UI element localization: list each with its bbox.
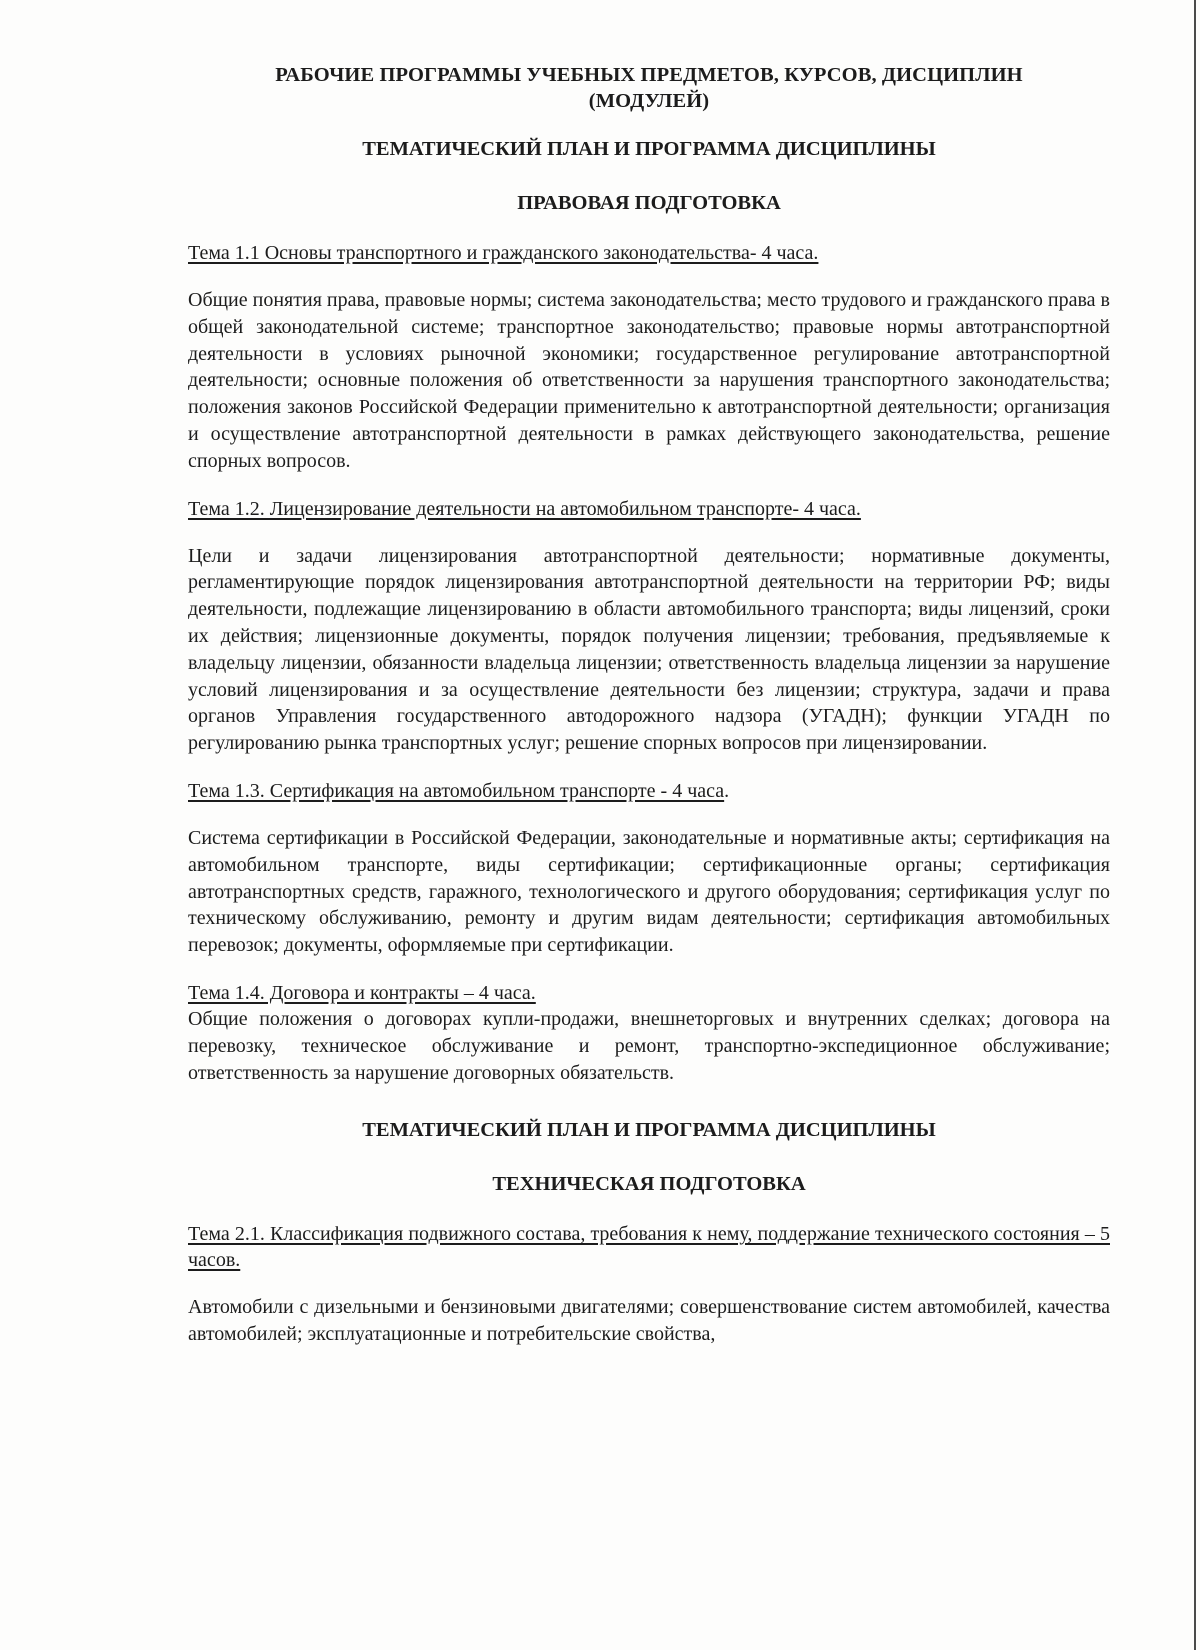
topic-heading-suffix: . — [724, 779, 730, 802]
topic-heading — [188, 778, 1110, 804]
topic-heading — [188, 496, 1110, 522]
topic-body: Система сертификации в Российской Федерации, законодательные и нормативные акты; сертификация на автомобильном транспорте, виды сертификации; сертификационные органы; сертификация автотранспортных средств, гаражного, технологического и другого оборудования; сертификация услуг по техническому обслуживанию, ремонту и другим видам деятельности; сертификация автомобильных перевозок; документы, оформляемые при сертификации. — [188, 826, 1110, 957]
section-plan-title: ТЕМАТИЧЕСКИЙ ПЛАН И ПРОГРАММА ДИСЦИПЛИНЫ — [362, 1119, 936, 1142]
topic-body: Цели и задачи лицензирования автотранспортной деятельности; нормативные документы, регламентирующие порядок лицензирования автотранспортной деятельности на территории РФ; виды деятельности, подлежащие лицензированию в области автомобильного транспорта; виды лицензий, сроки их действия; лицензионные документы, порядок получения лицензии; требования, предъявляемые к владельцу лицензии, обязанности владельца лицензии; ответственность владельца лицензии за нарушение условий лицензирования и за осуществление деятельности без лицензии; структура, задачи и права органов Управления государственного автодорожного надзора (УГАДН); функции УГАДН по регулированию рынка транспортных услуг; решение спорных вопросов при лицензировании. — [188, 544, 1110, 755]
topic-heading-text: Тема 1.4. Договора и контракты – 4 часа. — [188, 981, 536, 1004]
section-plan-title: ТЕМАТИЧЕСКИЙ ПЛАН И ПРОГРАММА ДИСЦИПЛИНЫ — [362, 138, 936, 160]
topic-body: Общие положения о договорах купли-продажи, внешнеторговых и внутренних сделках; договора на перевозку, техническое обслуживание и ремонт, транспортно-экспедиционное обслуживание; ответственность за нарушение договорных обязательств. — [188, 1007, 1110, 1084]
topic-body: Автомобили с дизельными и бензиновыми двигателями; совершенствование систем автомобилей, качества автомобилей; эксплуатационные и потребительские свойства, — [188, 1296, 1110, 1346]
main-title-line-1: РАБОЧИЕ ПРОГРАММЫ УЧЕБНЫХ ПРЕДМЕТОВ, КУРСОВ, ДИСЦИПЛИН — [275, 64, 1023, 86]
topic-heading-text: Тема 1.2. Лицензирование деятельности на автомобильном транспорте- 4 часа. — [188, 497, 861, 520]
topic-body: Общие понятия права, правовые нормы; система законодательства; место трудового и гражданского права в общей законодательной системе; транспортное законодательство; правовые нормы автотранспортной деятельности в условиях рыночной экономики; государственное регулирование автотранспортной деятельности; основные положения об ответственности за нарушения транспортного законодательства; положения законов Российской Федерации применительно к автотранспортной деятельности; организация и осуществление автотранспортной деятельности в рамках действующего законодательства, решение спорных вопросов. — [188, 289, 1110, 472]
topic-heading-text: Тема 1.3. Сертификация на автомобильном транспорте - 4 часа — [188, 779, 725, 802]
section-technical — [188, 1117, 1110, 1348]
topic-heading — [188, 240, 1110, 266]
topic-heading — [188, 1221, 1110, 1273]
topic-heading-text: Тема 1.1 Основы транспортного и гражданского законодательства- 4 часа. — [188, 242, 819, 264]
main-title-line-2: (МОДУЛЕЙ) — [588, 90, 710, 112]
topic-heading-text: Тема 2.1. Классификация подвижного состава, требования к нему, поддержание технического состояния – 5 часов. — [188, 1223, 1110, 1272]
document-main-title — [188, 62, 1110, 114]
discipline-title: ТЕХНИЧЕСКАЯ ПОДГОТОВКА — [492, 1173, 806, 1196]
document-body — [188, 62, 1110, 1369]
discipline-title: ПРАВОВАЯ ПОДГОТОВКА — [517, 192, 781, 214]
topic-heading — [188, 980, 1110, 1006]
section-legal — [188, 136, 1110, 1086]
scan-edge — [1194, 0, 1196, 1650]
